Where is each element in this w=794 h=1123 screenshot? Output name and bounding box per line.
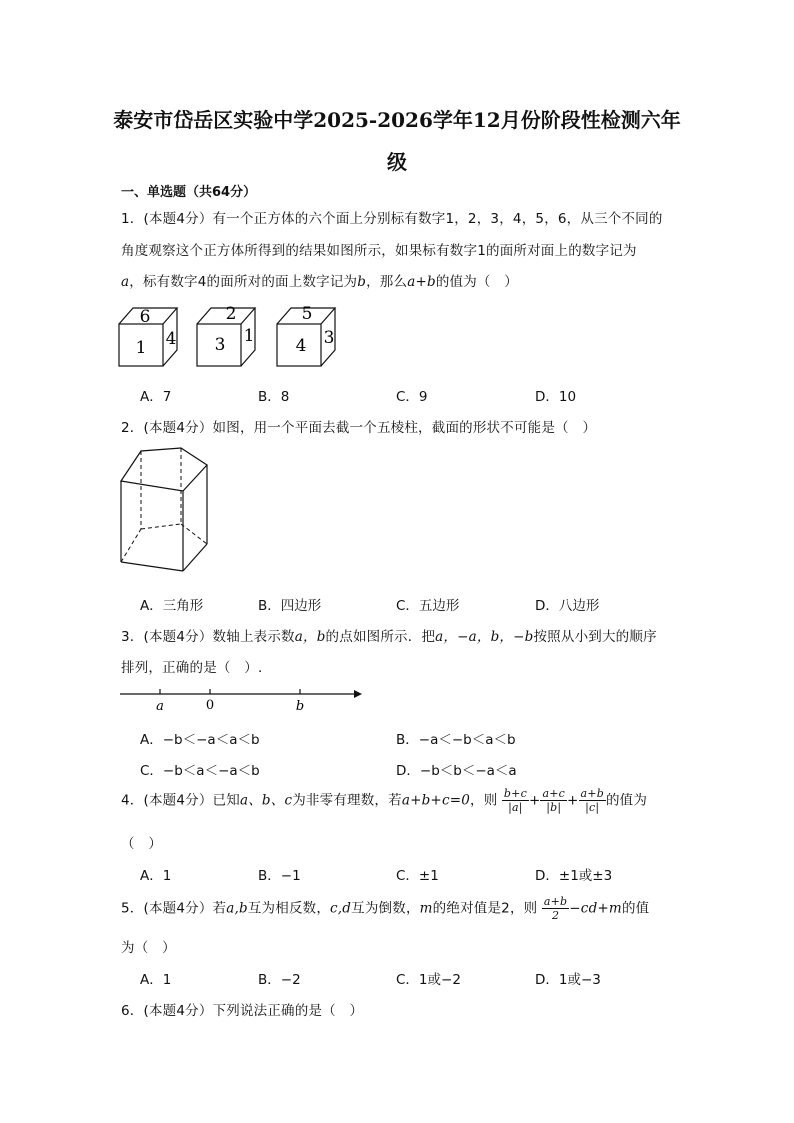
q4-vars: a、b、c bbox=[239, 792, 293, 809]
q3-text-a: 3．(本题4分）数轴上表示数 bbox=[121, 629, 295, 645]
q4-text-f: 的值为 bbox=[605, 792, 648, 809]
q3-option-b: B．−a＜−b＜a＜b bbox=[396, 732, 516, 748]
q4-fraction-3: $\frac{a+b}{|c|}$ bbox=[580, 787, 604, 814]
q4-fraction-2: $\frac{a+c}{|b|}$ bbox=[542, 787, 566, 814]
q1-text-line1: 1．(本题4分）有一个正方体的六个面上分别标有数字1，2，3，4，5，6，从三个不同的 bbox=[121, 211, 663, 227]
q5-vars-cd: c,d bbox=[330, 900, 352, 917]
q2-option-d: D．八边形 bbox=[535, 598, 600, 614]
q5-text-c: 互为相反数， bbox=[247, 900, 331, 917]
q5-text-g: 的绝对值是2，则 bbox=[432, 900, 538, 917]
cube-3-front: 4 bbox=[295, 336, 307, 356]
q4-text-line1 bbox=[121, 787, 647, 814]
plus-sign: + bbox=[567, 792, 579, 809]
q6-text-line1: 6．(本题4分）下列说法正确的是（ ） bbox=[121, 1003, 364, 1019]
q1-text-line3 bbox=[121, 270, 518, 290]
q1-option-b: B．8 bbox=[258, 389, 290, 405]
axis-label-zero: 0 bbox=[205, 698, 215, 713]
q4-text-e: ，则 bbox=[470, 792, 498, 809]
cube-1-top: 6 bbox=[139, 307, 151, 327]
q3-option-d: D．−b＜b＜−a＜a bbox=[396, 763, 517, 779]
q5-vars-ab: a,b bbox=[226, 900, 248, 917]
q1-text-line3-f: 的值为（ ） bbox=[435, 274, 519, 290]
q5-fraction: $\frac{a+b}{2}$ bbox=[543, 895, 568, 922]
q3-option-a: A．−b＜−a＜a＜b bbox=[140, 732, 260, 748]
q3-vars-list: a，−a，b，−b bbox=[435, 629, 534, 645]
q4-option-a: A．1 bbox=[140, 868, 172, 884]
q3-text-line2: 排列，正确的是（ ）. bbox=[121, 660, 263, 676]
q3-text-line1 bbox=[121, 625, 657, 645]
q1-text-line3-b: ，标有数字4的面所对的面上数字记为 bbox=[129, 274, 358, 290]
q2-text-line1: 2．(本题4分）如图，用一个平面去截一个五棱柱，截面的形状不可能是（ ） bbox=[121, 420, 597, 436]
q5-text-i: 的值 bbox=[621, 900, 650, 917]
q2-option-c: C．五边形 bbox=[396, 598, 460, 614]
q5-text-a: 5．(本题4分）若 bbox=[121, 900, 227, 917]
q5-var-m: m bbox=[419, 900, 433, 917]
q3-vars-ab: a，b bbox=[294, 629, 326, 645]
expr-a-plus-b: a+b bbox=[407, 274, 436, 290]
q2-option-b: B．四边形 bbox=[258, 598, 322, 614]
page-title-line2: 级 bbox=[387, 150, 407, 174]
q5-option-d: D．1或−3 bbox=[535, 972, 601, 988]
q1-text-line2: 角度观察这个正方体所得到的结果如图所示，如果标有数字1的面所对面上的数字记为 bbox=[121, 243, 637, 259]
q1-option-d: D．10 bbox=[535, 389, 577, 405]
cube-3-top: 5 bbox=[301, 304, 313, 324]
page-title-line1: 泰安市岱岳区实验中学2025-2026学年12月份阶段性检测六年 bbox=[113, 108, 681, 132]
q5-text-line1 bbox=[121, 895, 649, 922]
var-b: b bbox=[357, 274, 367, 290]
q4-text-c: 为非零有理数，若 bbox=[292, 792, 402, 809]
var-a: a bbox=[121, 274, 130, 290]
q4-option-d: D．±1或±3 bbox=[535, 868, 613, 884]
number-line-figure bbox=[118, 682, 368, 714]
q2-option-a: A．三角形 bbox=[140, 598, 204, 614]
cube-2-top: 2 bbox=[225, 304, 237, 324]
q4-fraction-1: $\frac{b+c}{|a|}$ bbox=[503, 787, 527, 814]
q5-option-b: B．−2 bbox=[258, 972, 301, 988]
q3-option-c: C．−b＜a＜−a＜b bbox=[140, 763, 260, 779]
q4-option-b: B．−1 bbox=[258, 868, 301, 884]
cube-1-side: 4 bbox=[165, 329, 177, 349]
q5-option-a: A．1 bbox=[140, 972, 172, 988]
q4-option-c: C．±1 bbox=[396, 868, 439, 884]
axis-label-b: b bbox=[295, 699, 305, 714]
q3-text-c: 的点如图所示．把 bbox=[325, 629, 436, 645]
axis-label-a: a bbox=[156, 699, 164, 714]
section-heading: 一、单选题（共64分） bbox=[121, 185, 257, 200]
q5-text-line2: 为（ ） bbox=[121, 940, 176, 956]
cube-3-side: 3 bbox=[323, 328, 335, 348]
q5-option-c: C．1或−2 bbox=[396, 972, 461, 988]
q1-text-line3-d: ，那么 bbox=[366, 274, 408, 290]
pentagonal-prism-figure bbox=[115, 445, 215, 580]
q5-expression: −cd+m bbox=[569, 900, 622, 917]
cube-figure bbox=[115, 300, 355, 372]
cube-2-front: 3 bbox=[214, 335, 226, 355]
q5-text-e: 互为倒数， bbox=[351, 900, 420, 917]
cube-2-side: 1 bbox=[243, 326, 255, 346]
plus-sign: + bbox=[528, 792, 541, 809]
q1-option-c: C．9 bbox=[396, 389, 428, 405]
q4-condition: a+b+c=0 bbox=[401, 792, 471, 809]
q4-text-line2: （ ） bbox=[121, 836, 163, 852]
cube-1-front: 1 bbox=[135, 338, 147, 358]
q1-option-a: A．7 bbox=[140, 389, 172, 405]
q4-text-a: 4．(本题4分）已知 bbox=[121, 792, 240, 809]
q3-text-e: 按照从小到大的顺序 bbox=[533, 629, 657, 645]
